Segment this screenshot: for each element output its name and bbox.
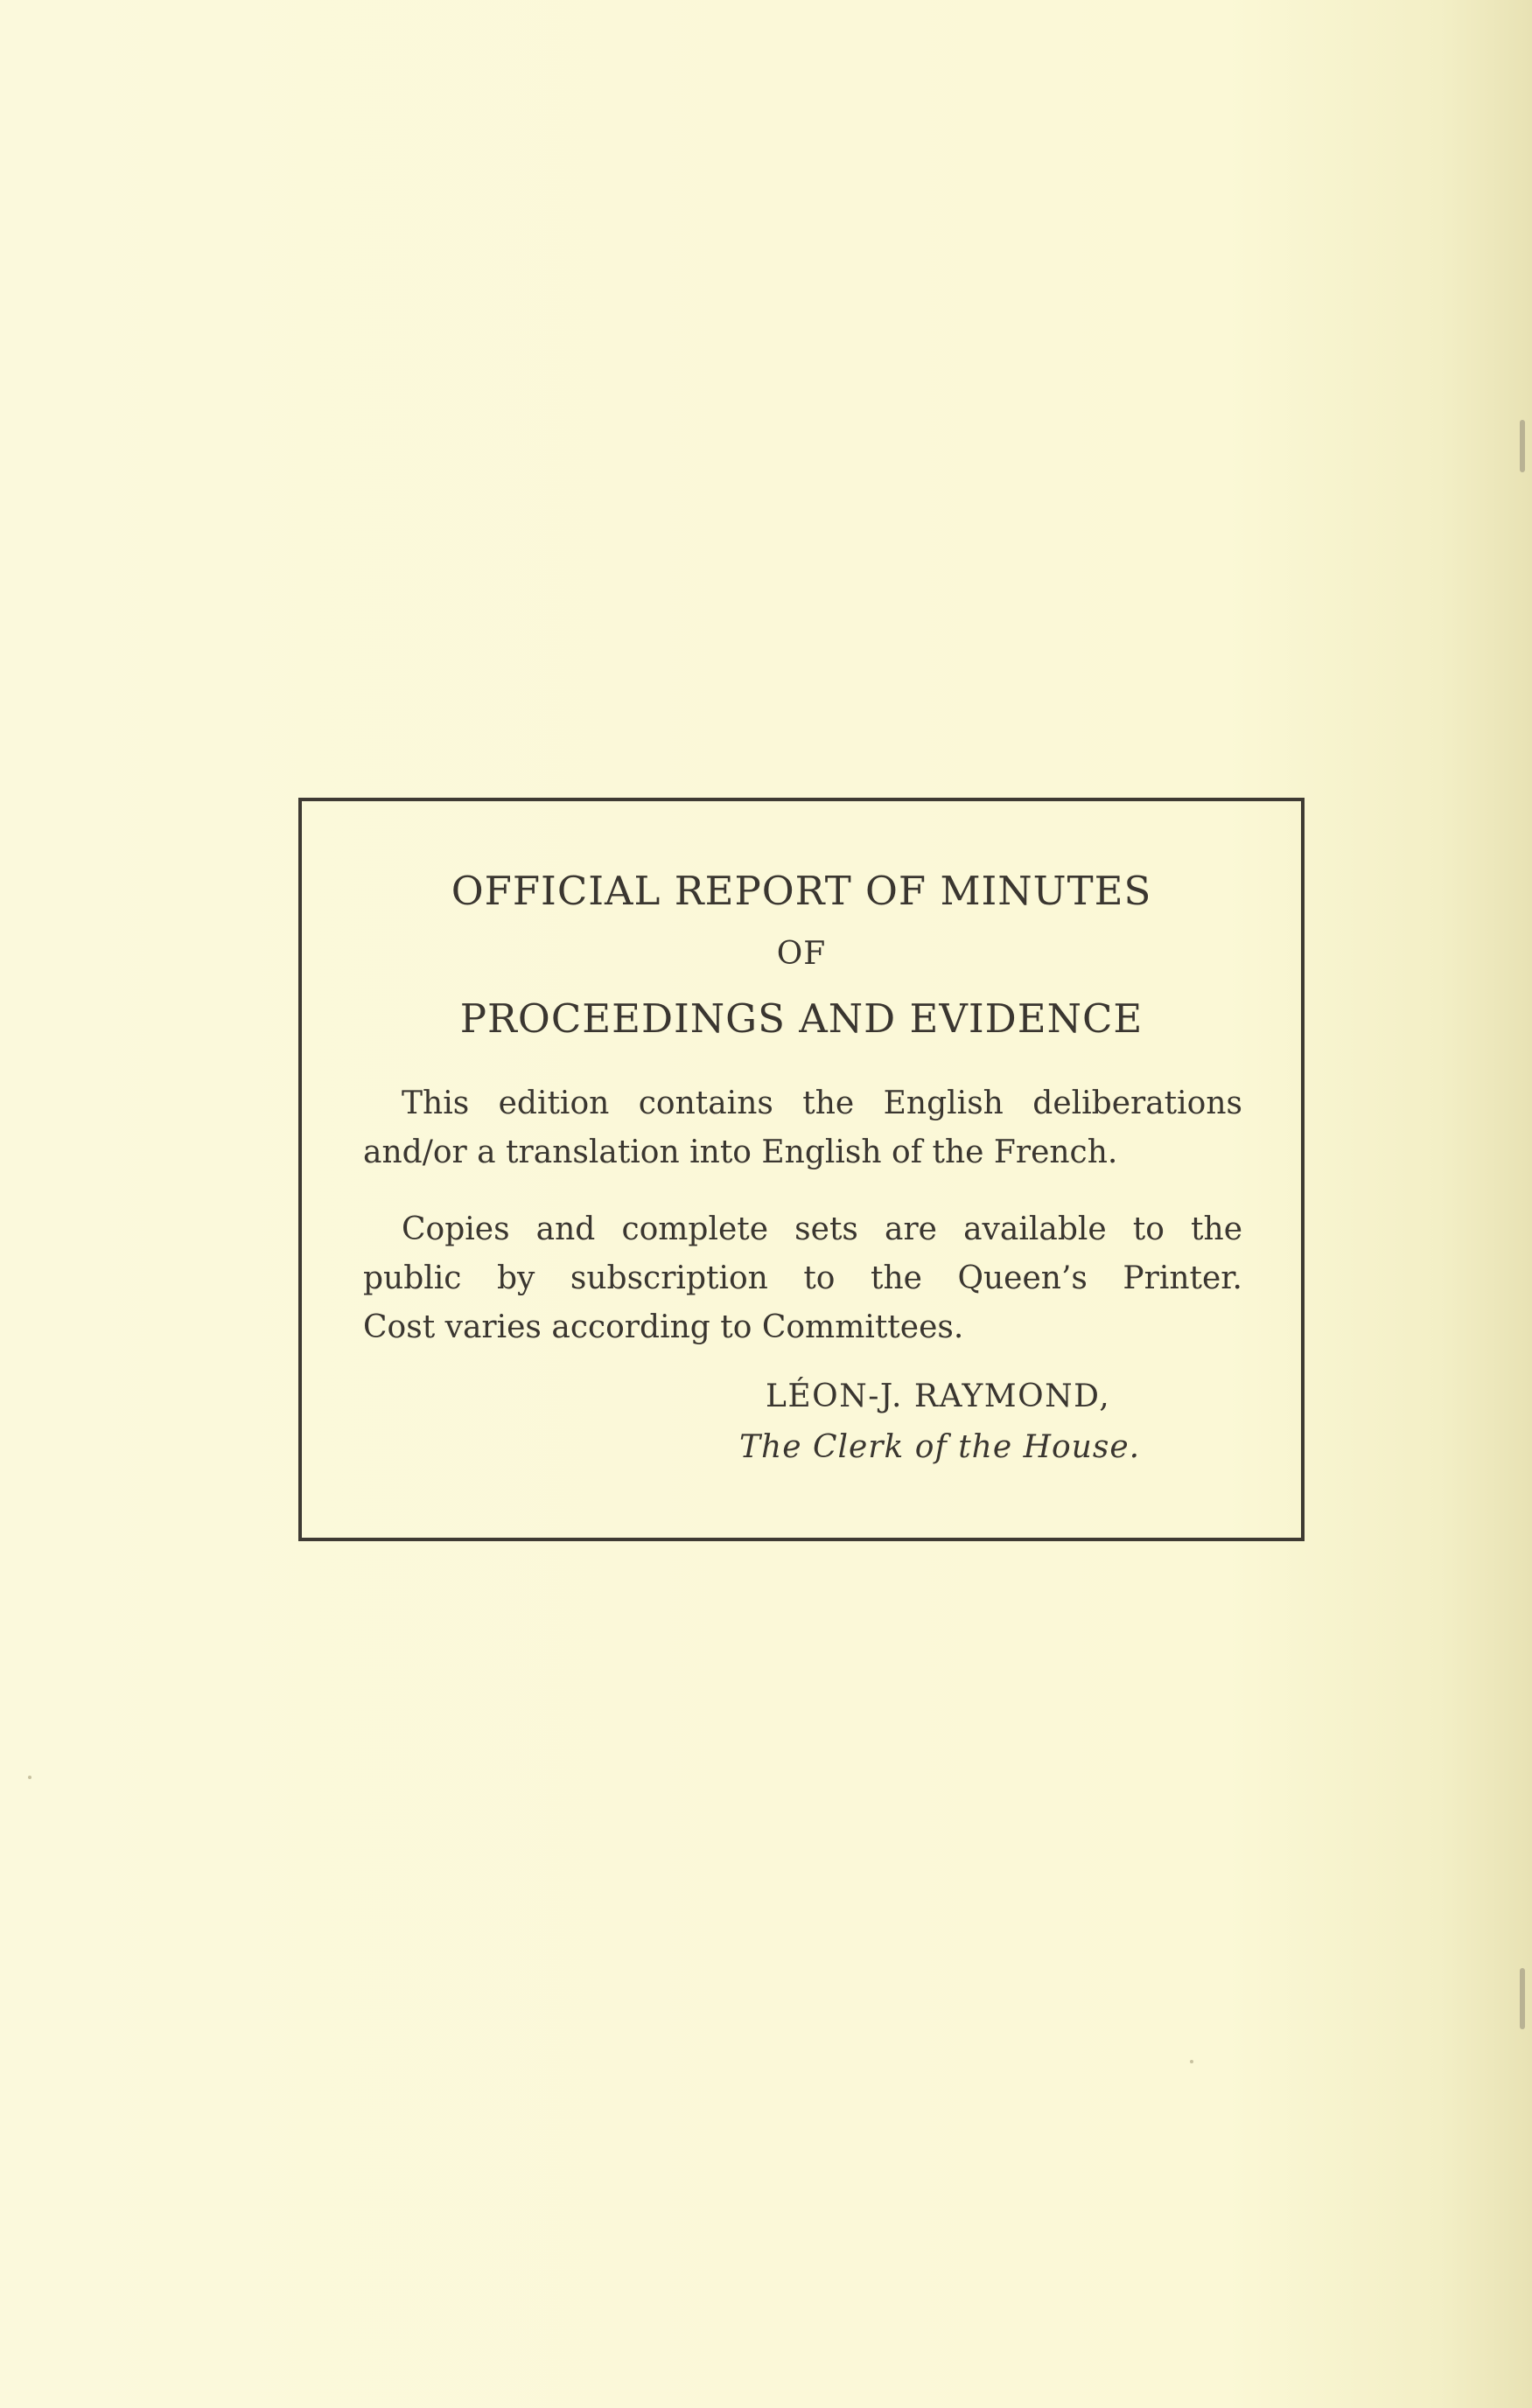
edition-paragraph-line: and/or a translation into English of the French. xyxy=(363,1134,1118,1170)
signer-name: LÉON-J. RAYMOND, xyxy=(766,1378,1111,1414)
notice-box xyxy=(298,798,1305,1541)
page-edge-mark xyxy=(1520,1968,1525,2029)
subscription-paragraph-line: public by subscription to the Queen’s Printer. xyxy=(363,1260,1242,1296)
edition-paragraph xyxy=(363,1079,1242,1177)
signer-title: The Clerk of the House. xyxy=(739,1429,1141,1465)
edition-paragraph-line: This edition contains the English deliberations xyxy=(402,1085,1242,1121)
subscription-paragraph-line: Copies and complete sets are available to the xyxy=(402,1211,1242,1247)
page-speck xyxy=(1190,2060,1193,2063)
subscription-paragraph xyxy=(363,1205,1242,1352)
page-edge-mark xyxy=(1520,420,1525,472)
notice-heading-line3: PROCEEDINGS AND EVIDENCE xyxy=(459,995,1144,1042)
subscription-paragraph-line: Cost varies according to Committees. xyxy=(363,1309,964,1345)
notice-heading-line2: OF xyxy=(776,936,827,972)
notice-heading-line1: OFFICIAL REPORT OF MINUTES xyxy=(451,868,1152,914)
page-speck xyxy=(28,1776,31,1779)
